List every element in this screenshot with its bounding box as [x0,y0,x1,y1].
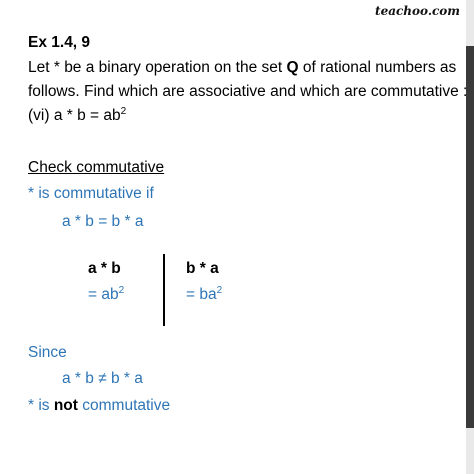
question-line-1 [28,58,456,78]
commutative-condition: * is commutative if [28,185,154,202]
question-part-vi-text: (vi) a * b = ab [28,107,121,124]
inequality: a * b ≠ b * a [62,370,143,387]
conclusion-post: commutative [77,397,171,414]
question-line-1-post: of rational numbers as [298,59,457,76]
conclusion-not: not [53,397,78,414]
scrollbar-thumb[interactable] [466,46,474,428]
question-line-2: follows. Find which are associative and which are commutative : [28,83,468,100]
teachoo-logo: teachoo.com [375,4,460,18]
conclusion-pre: * is [28,397,54,414]
column-divider [163,254,165,326]
left-column-value-text: = ab [88,286,119,303]
conclusion [28,396,170,416]
right-column-value-text: = ba [186,286,217,303]
right-column-exponent: 2 [216,284,223,296]
left-column-exponent: 2 [118,284,125,296]
exercise-title: Ex 1.4, 9 [28,34,91,51]
left-column-value [88,285,124,305]
right-column-value [186,285,222,305]
scrollbar[interactable] [466,0,474,474]
right-column-title: b * a [186,260,219,277]
question-line-1-pre: Let * be a binary operation on the set [28,59,287,76]
check-commutative-heading: Check commutative [28,159,165,176]
commutative-equation: a * b = b * a [62,213,144,230]
set-q: Q [286,59,299,76]
left-column-title: a * b [88,260,121,277]
question-part-vi [28,106,126,126]
since-label: Since [28,344,67,361]
question-part-vi-exponent: 2 [120,105,127,117]
